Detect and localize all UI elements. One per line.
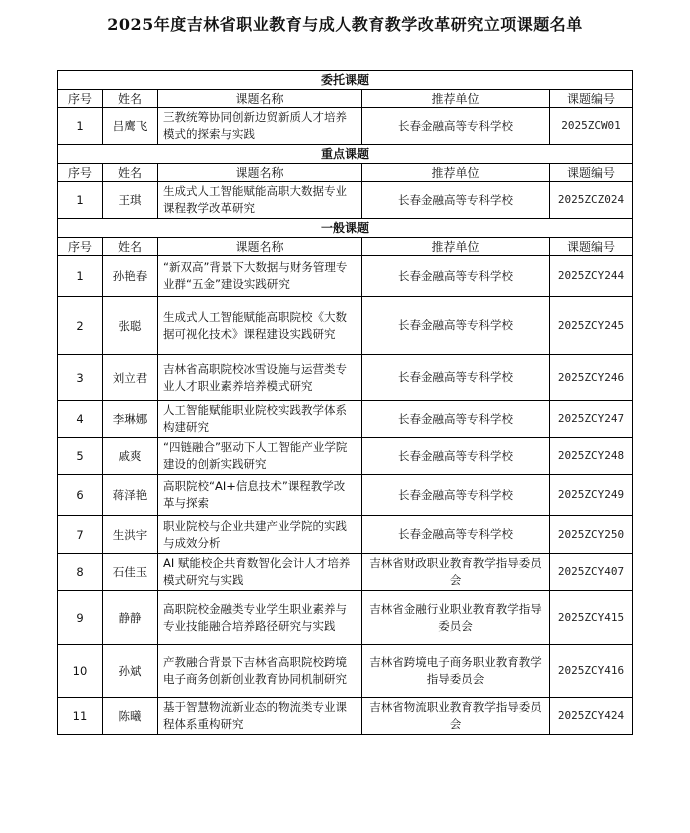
project-code-cell: 2025ZCY247 — [550, 401, 633, 438]
person-name-cell: 戚爽 — [103, 438, 158, 475]
table-row — [58, 475, 633, 516]
project-code-cell: 2025ZCY407 — [550, 554, 633, 591]
project-code-cell: 2025ZCY244 — [550, 256, 633, 297]
document-title: 2025年度吉林省职业教育与成人教育教学改革研究立项课题名单 — [107, 15, 583, 34]
topic-cell: 高职院校“AI+信息技术”课程教学改革与探索 — [158, 475, 362, 516]
person-name-cell: 孙艳春 — [103, 256, 158, 297]
seq-number-cell: 8 — [58, 554, 103, 591]
recommending-unit-cell: 长春金融高等专科学校 — [362, 355, 550, 401]
person-name-cell: 孙斌 — [103, 645, 158, 698]
recommending-unit-cell: 长春金融高等专科学校 — [362, 401, 550, 438]
seq-number-cell: 5 — [58, 438, 103, 475]
topic-cell: 基于智慧物流新业态的物流类专业课程体系重构研究 — [158, 698, 362, 735]
table-row — [58, 645, 633, 698]
seq-number-cell: 11 — [58, 698, 103, 735]
topic-header-cell: 课题名称 — [158, 238, 362, 256]
project-code-cell: 2025ZCY245 — [550, 297, 633, 355]
recommending-unit-cell: 吉林省金融行业职业教育教学指导委员会 — [362, 591, 550, 645]
name-header-cell: 姓名 — [103, 238, 158, 256]
section-title: 一般课题 — [58, 219, 633, 238]
unit-header-cell: 推荐单位 — [362, 90, 550, 108]
project-list-table — [57, 70, 633, 735]
section-row — [58, 145, 633, 164]
code-header-cell: 课题编号 — [550, 90, 633, 108]
topic-cell: “四链融合”驱动下人工智能产业学院建设的创新实践研究 — [158, 438, 362, 475]
person-name-cell: 蒋泽艳 — [103, 475, 158, 516]
recommending-unit-cell: 长春金融高等专科学校 — [362, 475, 550, 516]
topic-cell: 三教统筹协同创新边贸新质人才培养模式的探索与实践 — [158, 108, 362, 145]
seq-number-cell: 7 — [58, 516, 103, 554]
header-row — [58, 164, 633, 182]
section-title: 委托课题 — [58, 71, 633, 90]
topic-cell: 吉林省高职院校冰雪设施与运营类专业人才职业素养培养模式研究 — [158, 355, 362, 401]
seq-number-cell: 10 — [58, 645, 103, 698]
table-row — [58, 698, 633, 735]
unit-header-cell: 推荐单位 — [362, 164, 550, 182]
project-code-cell: 2025ZCY249 — [550, 475, 633, 516]
topic-cell: “新双高”背景下大数据与财务管理专业群“五金”建设实践研究 — [158, 256, 362, 297]
unit-header-cell: 推荐单位 — [362, 238, 550, 256]
recommending-unit-cell: 长春金融高等专科学校 — [362, 516, 550, 554]
name-header-cell: 姓名 — [103, 90, 158, 108]
no-header-cell: 序号 — [58, 164, 103, 182]
person-name-cell: 刘立君 — [103, 355, 158, 401]
project-code-cell: 2025ZCY248 — [550, 438, 633, 475]
table-row — [58, 256, 633, 297]
name-header-cell: 姓名 — [103, 164, 158, 182]
person-name-cell: 张聪 — [103, 297, 158, 355]
topic-cell: 生成式人工智能赋能高职大数据专业课程教学改革研究 — [158, 182, 362, 219]
seq-number-cell: 1 — [58, 256, 103, 297]
recommending-unit-cell: 长春金融高等专科学校 — [362, 438, 550, 475]
recommending-unit-cell: 吉林省财政职业教育教学指导委员会 — [362, 554, 550, 591]
recommending-unit-cell: 吉林省跨境电子商务职业教育教学指导委员会 — [362, 645, 550, 698]
section-title: 重点课题 — [58, 145, 633, 164]
table-row — [58, 438, 633, 475]
topic-header-cell: 课题名称 — [158, 164, 362, 182]
topic-cell: 生成式人工智能赋能高职院校《大数据可视化技术》课程建设实践研究 — [158, 297, 362, 355]
topic-cell: 产教融合背景下吉林省高职院校跨境电子商务创新创业教育协同机制研究 — [158, 645, 362, 698]
person-name-cell: 石佳玉 — [103, 554, 158, 591]
no-header-cell: 序号 — [58, 90, 103, 108]
person-name-cell: 王琪 — [103, 182, 158, 219]
topic-cell: 职业院校与企业共建产业学院的实践与成效分析 — [158, 516, 362, 554]
seq-number-cell: 2 — [58, 297, 103, 355]
table-row — [58, 355, 633, 401]
table-row — [58, 591, 633, 645]
table-row — [58, 554, 633, 591]
recommending-unit-cell: 吉林省物流职业教育教学指导委员会 — [362, 698, 550, 735]
recommending-unit-cell: 长春金融高等专科学校 — [362, 297, 550, 355]
seq-number-cell: 9 — [58, 591, 103, 645]
header-row — [58, 90, 633, 108]
person-name-cell: 静静 — [103, 591, 158, 645]
seq-number-cell: 4 — [58, 401, 103, 438]
project-code-cell: 2025ZCY416 — [550, 645, 633, 698]
table-row — [58, 297, 633, 355]
table-row — [58, 182, 633, 219]
project-code-cell: 2025ZCZ024 — [550, 182, 633, 219]
table-row — [58, 401, 633, 438]
project-code-cell: 2025ZCY246 — [550, 355, 633, 401]
recommending-unit-cell: 长春金融高等专科学校 — [362, 256, 550, 297]
project-code-cell: 2025ZCY250 — [550, 516, 633, 554]
person-name-cell: 吕鹰飞 — [103, 108, 158, 145]
project-code-cell: 2025ZCY424 — [550, 698, 633, 735]
seq-number-cell: 3 — [58, 355, 103, 401]
table-row — [58, 108, 633, 145]
seq-number-cell: 1 — [58, 108, 103, 145]
no-header-cell: 序号 — [58, 238, 103, 256]
code-header-cell: 课题编号 — [550, 164, 633, 182]
code-header-cell: 课题编号 — [550, 238, 633, 256]
header-row — [58, 238, 633, 256]
person-name-cell: 陈曦 — [103, 698, 158, 735]
project-code-cell: 2025ZCY415 — [550, 591, 633, 645]
section-row — [58, 71, 633, 90]
topic-cell: 高职院校金融类专业学生职业素养与专业技能融合培养路径研究与实践 — [158, 591, 362, 645]
recommending-unit-cell: 长春金融高等专科学校 — [362, 182, 550, 219]
project-code-cell: 2025ZCW01 — [550, 108, 633, 145]
recommending-unit-cell: 长春金融高等专科学校 — [362, 108, 550, 145]
seq-number-cell: 6 — [58, 475, 103, 516]
table-row — [58, 516, 633, 554]
seq-number-cell: 1 — [58, 182, 103, 219]
person-name-cell: 生洪宇 — [103, 516, 158, 554]
topic-header-cell: 课题名称 — [158, 90, 362, 108]
section-row — [58, 219, 633, 238]
topic-cell: 人工智能赋能职业院校实践教学体系构建研究 — [158, 401, 362, 438]
person-name-cell: 李琳娜 — [103, 401, 158, 438]
topic-cell: AI 赋能校企共育数智化会计人才培养模式研究与实践 — [158, 554, 362, 591]
